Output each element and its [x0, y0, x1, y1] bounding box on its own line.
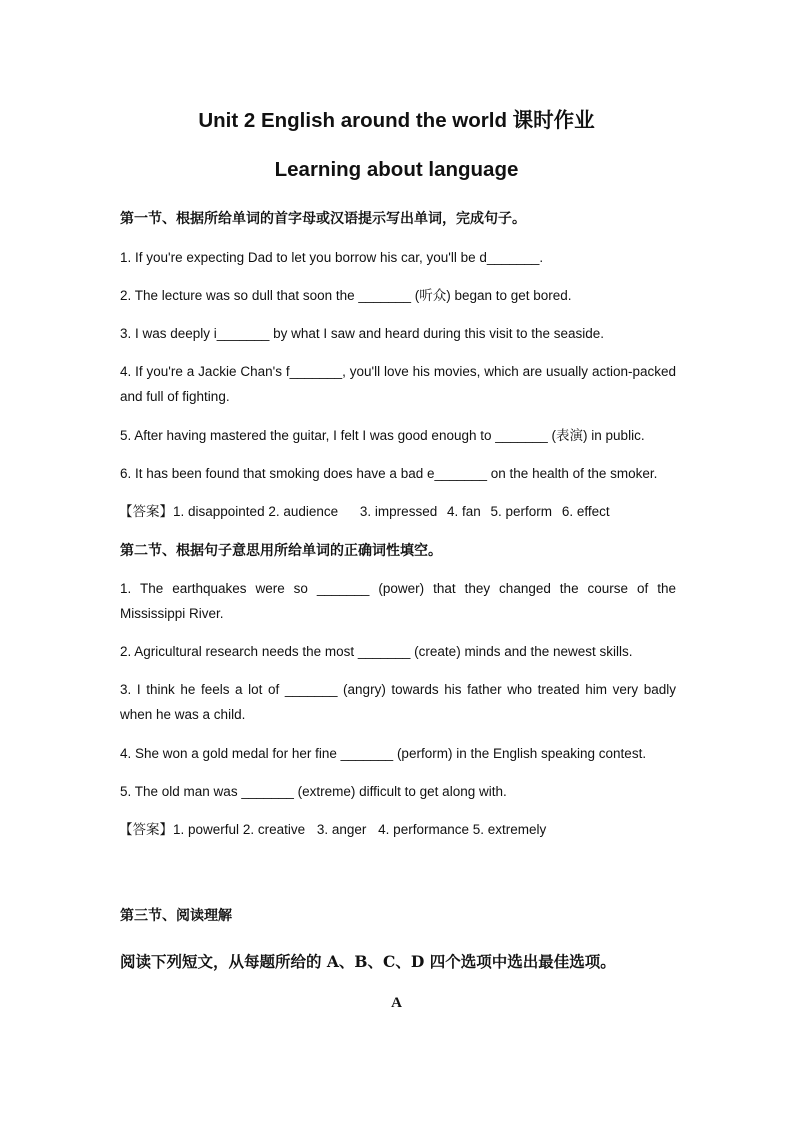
answer-label: 【答案】 [119, 822, 173, 837]
page-subtitle: Learning about language [274, 158, 519, 181]
answer-label: 【答案】 [119, 504, 173, 519]
section2-item-2: 2. Agricultural research needs the most _______ (create) minds and the newest skills. [120, 644, 633, 659]
answer-3: 3. impressed [359, 504, 438, 519]
answer-4: 4. performance [378, 822, 469, 837]
section1-heading: 第一节、根据所给单词的首字母或汉语提示写出单词，完成句子。 [120, 211, 526, 227]
section1-item-4: 4. If you're a Jackie Chan's f_______, you'll love his movies, which are usually action-packed and full of fighting. [120, 364, 676, 404]
answer-1: 1. disappointed [173, 504, 265, 519]
answer-4: 4. fan [446, 504, 481, 519]
answer-2: 2. creative [242, 822, 306, 837]
section2-item-1: 1. The earthquakes were so _______ (power) that they changed the course of the Mississippi River. [120, 581, 676, 621]
answer-3: 3. anger [316, 822, 367, 837]
answer-1: 1. powerful [173, 822, 240, 837]
section3-heading: 第三节、阅读理解 [120, 908, 232, 924]
answer-5: 5. perform [490, 504, 553, 519]
answer-5: 5. extremely [472, 822, 547, 837]
section2-answer-line [119, 817, 675, 842]
page-title: Unit 2 English around the world 课时作业 [198, 109, 595, 132]
section1-item-1: 1. If you're expecting Dad to let you borrow his car, you'll be d_______. [120, 250, 544, 265]
section2-item-3: 3. I think he feels a lot of _______ (angry) towards his father who treated him very badly when he was a child. [120, 682, 676, 722]
section1-item-6: 6. It has been found that smoking does have a bad e_______ on the health of the smoker. [120, 466, 658, 481]
passage-label: A [391, 995, 402, 1011]
section2-item-5: 5. The old man was _______ (extreme) difficult to get along with. [120, 784, 507, 799]
answer-6: 6. effect [561, 504, 610, 519]
section2-heading: 第二节、根据句子意思用所给单词的正确词性填空。 [120, 543, 442, 559]
section1-item-5: 5. After having mastered the guitar, I felt I was good enough to _______ (表演) in public. [120, 428, 645, 443]
section1-answer-line [119, 499, 675, 524]
section3-instruction: 阅读下列短文，从每题所给的 A、B、C、D 四个选项中选出最佳选项。 [120, 952, 616, 971]
section2-item-4: 4. She won a gold medal for her fine _______ (perform) in the English speaking contest. [120, 746, 647, 761]
section1-item-2: 2. The lecture was so dull that soon the _______ (听众) began to get bored. [120, 288, 572, 303]
answer-2: 2. audience [268, 504, 339, 519]
section1-item-3: 3. I was deeply i_______ by what I saw and heard during this visit to the seaside. [120, 326, 605, 341]
